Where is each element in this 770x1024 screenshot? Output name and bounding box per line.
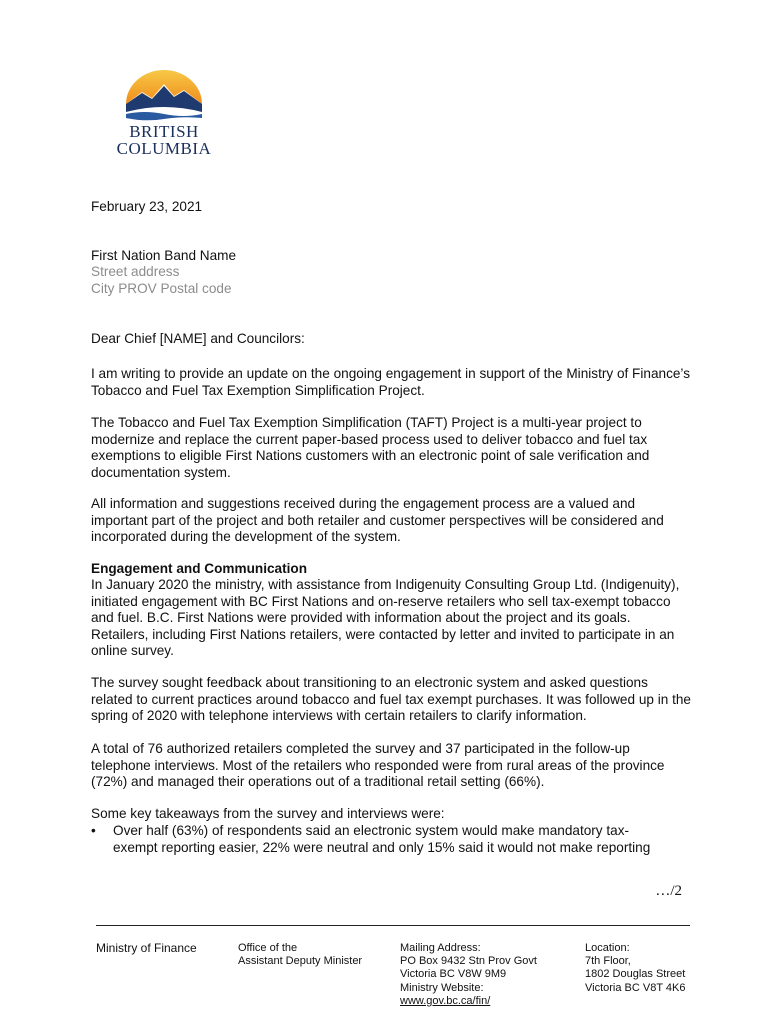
- footer-office-line: Office of the: [238, 942, 298, 954]
- paragraph-intro: I am writing to provide an update on the ongoing engagement in support of the Ministry of Finance’s Tobacco and Fuel Tax Exemption Simplification Project.: [91, 366, 690, 398]
- logo-wordmark-columbia: COLUMBIA: [116, 139, 212, 158]
- paragraph-suggestions: All information and suggestions received during the engagement process are a valued and important part of the project and both retailer and customer perspectives will be considered and incorporated during the development of the system.: [91, 496, 664, 545]
- footer-office-line: Assistant Deputy Minister: [238, 955, 363, 968]
- paragraph-taft: The Tobacco and Fuel Tax Exemption Simplification (TAFT) Project is a multi-year project to modernize and replace the current paper-based process used to deliver tobacco and fuel tax exemptions to eligible First Nations customers with an electronic point of sale verification and documentation system.: [91, 415, 650, 480]
- recipient-street: Street address: [91, 264, 180, 279]
- footer-location-line: 7th Floor,: [585, 955, 631, 968]
- footer-location-line: Victoria BC V8T 4K6: [585, 981, 686, 994]
- salutation: Dear Chief [NAME] and Councilors:: [91, 331, 305, 346]
- page-marker: …/2: [655, 883, 682, 899]
- recipient-city: City PROV Postal code: [91, 281, 232, 296]
- footer-location-line: 1802 Douglas Street: [585, 968, 686, 981]
- footer-mailing-line: Victoria BC V8W 9M9: [400, 968, 507, 981]
- recipient-name: First Nation Band Name: [91, 248, 237, 263]
- footer-mailing: [400, 942, 537, 1008]
- footer-location-line: Location:: [585, 942, 630, 954]
- logo-wordmark-british: BRITISH: [129, 122, 199, 141]
- footer-mailing-line: Mailing Address:: [400, 942, 481, 954]
- letter-date: February 23, 2021: [91, 199, 203, 214]
- bullet-icon: •: [91, 823, 96, 838]
- footer-office: [238, 942, 362, 968]
- section-heading: Engagement and Communication: [91, 561, 308, 576]
- list-item-text: Over half (63%) of respondents said an electronic system would make mandatory tax-exempt reporting easier, 22% were neutral and only 15% said it would not make reporting: [113, 823, 651, 855]
- footer-ministry: Ministry of Finance: [96, 941, 197, 955]
- paragraph-results: A total of 76 authorized retailers completed the survey and 37 participated in the follow-up telephone interviews. Most of the retailers who responded were from rural areas of the province (72%) and managed their operations out of a traditional retail setting (66%).: [91, 741, 665, 790]
- paragraph-engagement: In January 2020 the ministry, with assistance from Indigenuity Consulting Group Ltd. (Indigenuity), initiated engagement with BC First Nations and on-reserve retailers who sell tax-exempt tobacco and fuel. B.C. First Nations were provided with information about the project and its goals. Retailers, including First Nations retailers, were contacted by letter and invited to participate in an online survey.: [91, 577, 680, 659]
- footer-mailing-line: Ministry Website:: [400, 981, 484, 994]
- footer-divider: [96, 925, 690, 926]
- paragraph-takeaways: Some key takeaways from the survey and interviews were:: [91, 806, 445, 821]
- footer-mailing-line: PO Box 9432 Stn Prov Govt: [400, 955, 537, 968]
- paragraph-survey: The survey sought feedback about transitioning to an electronic system and asked questions related to current practices around tobacco and fuel tax exempt purchases. It was followed up in the spring of 2020 with telephone interviews with certain retailers to clarify information.: [91, 675, 691, 724]
- ministry-website-link[interactable]: www.gov.bc.ca/fin/: [400, 994, 491, 1007]
- footer-location: [585, 942, 685, 995]
